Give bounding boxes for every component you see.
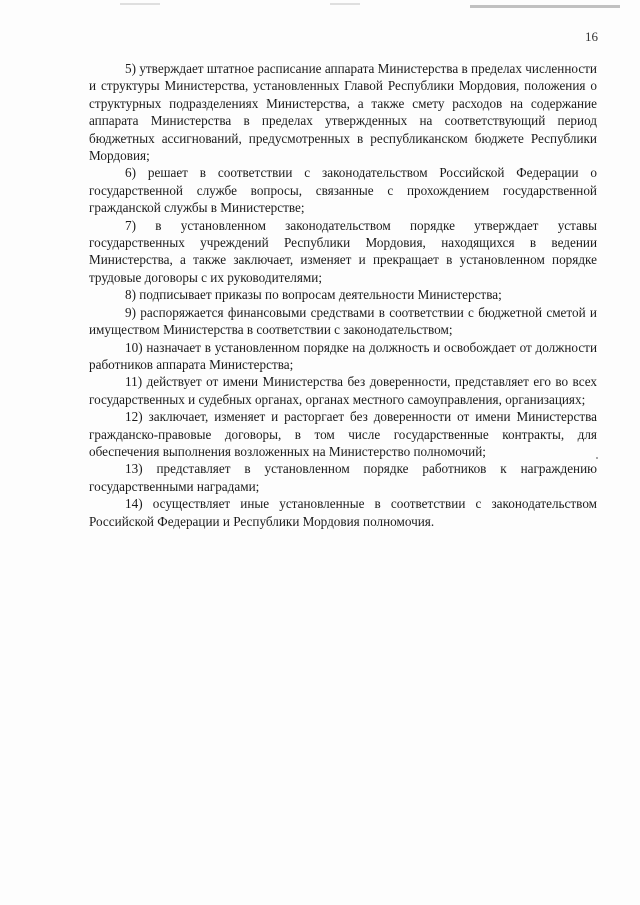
list-item: [89, 495, 597, 530]
item-text: утверждает штатное расписание аппарата Министерства в пределах численности и структуры Министерства, установленных Главой Республики Мордовия, положения о структурных подразделениях Министерства, а также смету расходов на содержание аппарата Министерства в пределах утвержденных на соответствующий период бюджетных ассигнований, предусмотренных в республиканском бюджете Республики Мордовия;: [89, 61, 597, 164]
list-item: [89, 339, 597, 374]
item-text: представляет в установленном порядке работников к награждению государственными наградами;: [89, 461, 598, 494]
item-text: подписывает приказы по вопросам деятельности Министерства;: [139, 287, 502, 303]
item-number: 12): [125, 409, 143, 425]
item-number: 7): [125, 217, 136, 233]
item-number: 6): [125, 165, 136, 181]
list-item: [89, 304, 597, 339]
item-number: 13): [125, 461, 143, 477]
document-body: [89, 60, 597, 530]
item-number: 8): [125, 287, 136, 303]
list-item: [89, 60, 597, 164]
item-text: в установленном законодательством порядке утверждает уставы государственных учреждений Республики Мордовия, находящихся в ведении Министерства, а также заключает, изменяет и прекращает в установленном порядке трудовые договоры с их руководителями;: [89, 217, 598, 285]
list-item: [89, 373, 597, 408]
list-item: [89, 217, 597, 287]
item-number: 14): [125, 496, 143, 512]
scan-artifact: [470, 5, 620, 8]
item-number: 11): [125, 374, 143, 390]
list-item: [89, 164, 597, 216]
page-number: 16: [585, 29, 598, 44]
item-number: 9): [125, 304, 136, 320]
item-number: 10): [125, 339, 143, 355]
list-item: [89, 286, 597, 303]
list-item: [89, 460, 597, 495]
item-text: осуществляет иные установленные в соответствии с законодательством Российской Федерации и Республики Мордовия полномочия.: [89, 496, 598, 529]
item-text: назначает в установленном порядке на должность и освобождает от должности работников аппарата Министерства;: [89, 339, 597, 372]
item-text: действует от имени Министерства без доверенности, представляет его во всех государственных и судебных органах, органах местного самоуправления, организациях;: [89, 374, 597, 407]
item-text: распоряжается финансовыми средствами в соответствии с бюджетной сметой и имуществом Министерства в соответствии с законодательством;: [89, 304, 597, 338]
item-text: решает в соответствии с законодательством Российской Федерации о государственной службе вопросы, связанные с прохождением государственной гражданской службы в Министерстве;: [89, 165, 597, 216]
item-number: 5): [125, 61, 136, 76]
scan-artifact: [330, 3, 360, 5]
list-item: [89, 408, 597, 460]
scan-artifact: [120, 3, 160, 5]
item-text: заключает, изменяет и расторгает без доверенности от имени Министерства гражданско-правовые договоры, в том числе государственные контракты, для обеспечения выполнения возложенных на Министерство полномочий;: [89, 409, 597, 459]
